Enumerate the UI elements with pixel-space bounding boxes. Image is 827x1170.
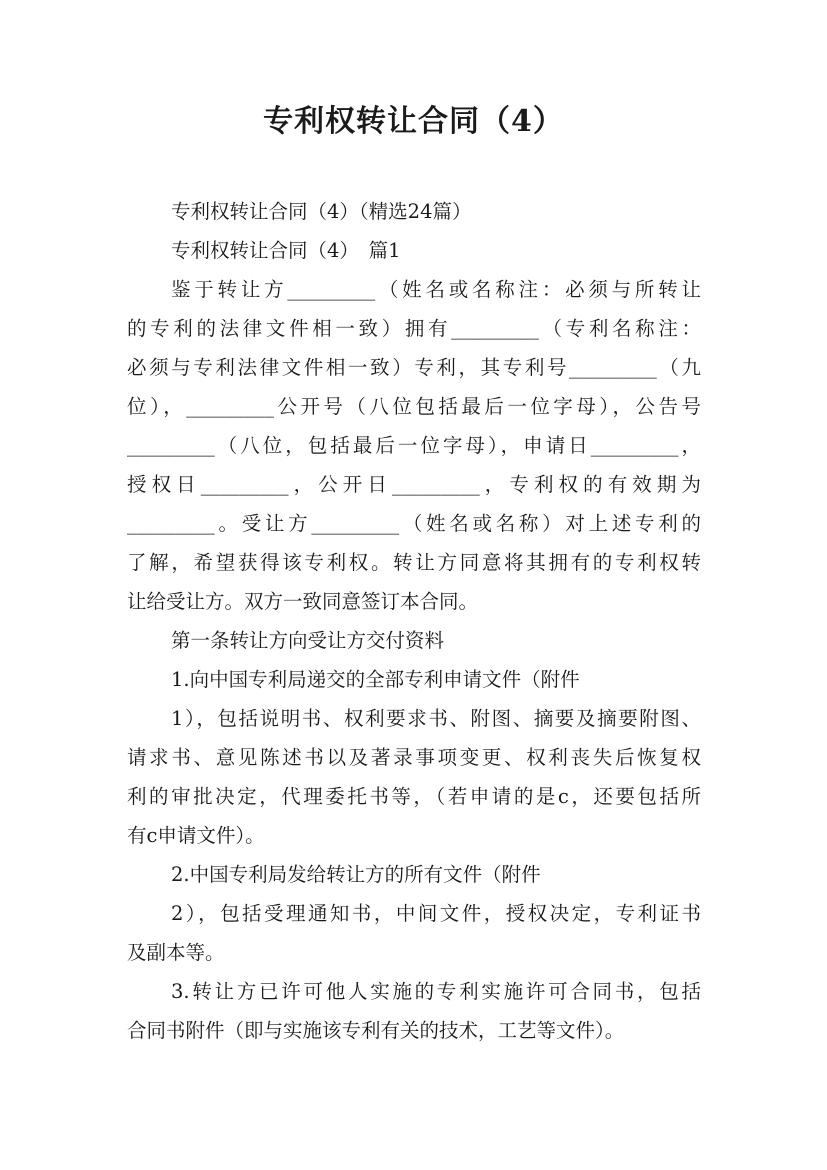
paragraph-line: 专利权转让合同（4）（精选24篇）	[171, 200, 472, 223]
paragraph-line: 的专利的法律文件相一致）拥有_________（专利名称注：	[127, 317, 701, 340]
paragraph-line: 2），包括受理通知书，中间文件，授权决定，专利证书	[171, 902, 701, 925]
document-title: 专利权转让合同（4）	[263, 104, 564, 139]
paragraph-line: _________（八位，包括最后一位字母），申请日_________，	[127, 434, 701, 457]
paragraph-line: 让给受让方。双方一致同意签订本合同。	[127, 590, 479, 613]
paragraph-line: _________。受让方_________（姓名或名称）对上述专利的	[127, 512, 701, 535]
paragraph-line: 2.中国专利局发给转让方的所有文件（附件	[171, 863, 541, 886]
paragraph-line: 第一条转让方向受让方交付资料	[171, 629, 445, 652]
paragraph-line: 3.转让方已许可他人实施的专利实施许可合同书，包括	[171, 980, 701, 1003]
paragraph-line: 位），_________公开号（八位包括最后一位字母），公告号	[127, 395, 701, 418]
paragraph-line: 了解，希望获得该专利权。转让方同意将其拥有的专利权转	[127, 551, 701, 574]
paragraph-line: 鉴于转让方_________（姓名或名称注：必须与所转让	[171, 278, 701, 301]
paragraph-line: 利的审批决定，代理委托书等，（若申请的是c，还要包括所	[127, 785, 701, 808]
paragraph-line: 授权日_________，公开日_________，专利权的有效期为	[127, 473, 701, 496]
paragraph-line: 及副本等。	[127, 941, 225, 964]
paragraph-line: 1.向中国专利局递交的全部专利申请文件（附件	[171, 668, 580, 691]
paragraph-line: 请求书、意见陈述书以及著录事项变更、权利丧失后恢复权	[127, 746, 701, 769]
paragraph-line: 1），包括说明书、权利要求书、附图、摘要及摘要附图、	[171, 707, 701, 730]
paragraph-line: 专利权转让合同（4） 篇1	[171, 239, 401, 262]
paragraph-line: 必须与专利法律文件相一致）专利，其专利号_________（九	[127, 356, 701, 379]
document-body	[127, 192, 701, 1050]
paragraph-line: 有c申请文件）。	[127, 824, 265, 847]
paragraph-line: 合同书附件（即与实施该专利有关的技术，工艺等文件）。	[127, 1019, 625, 1042]
